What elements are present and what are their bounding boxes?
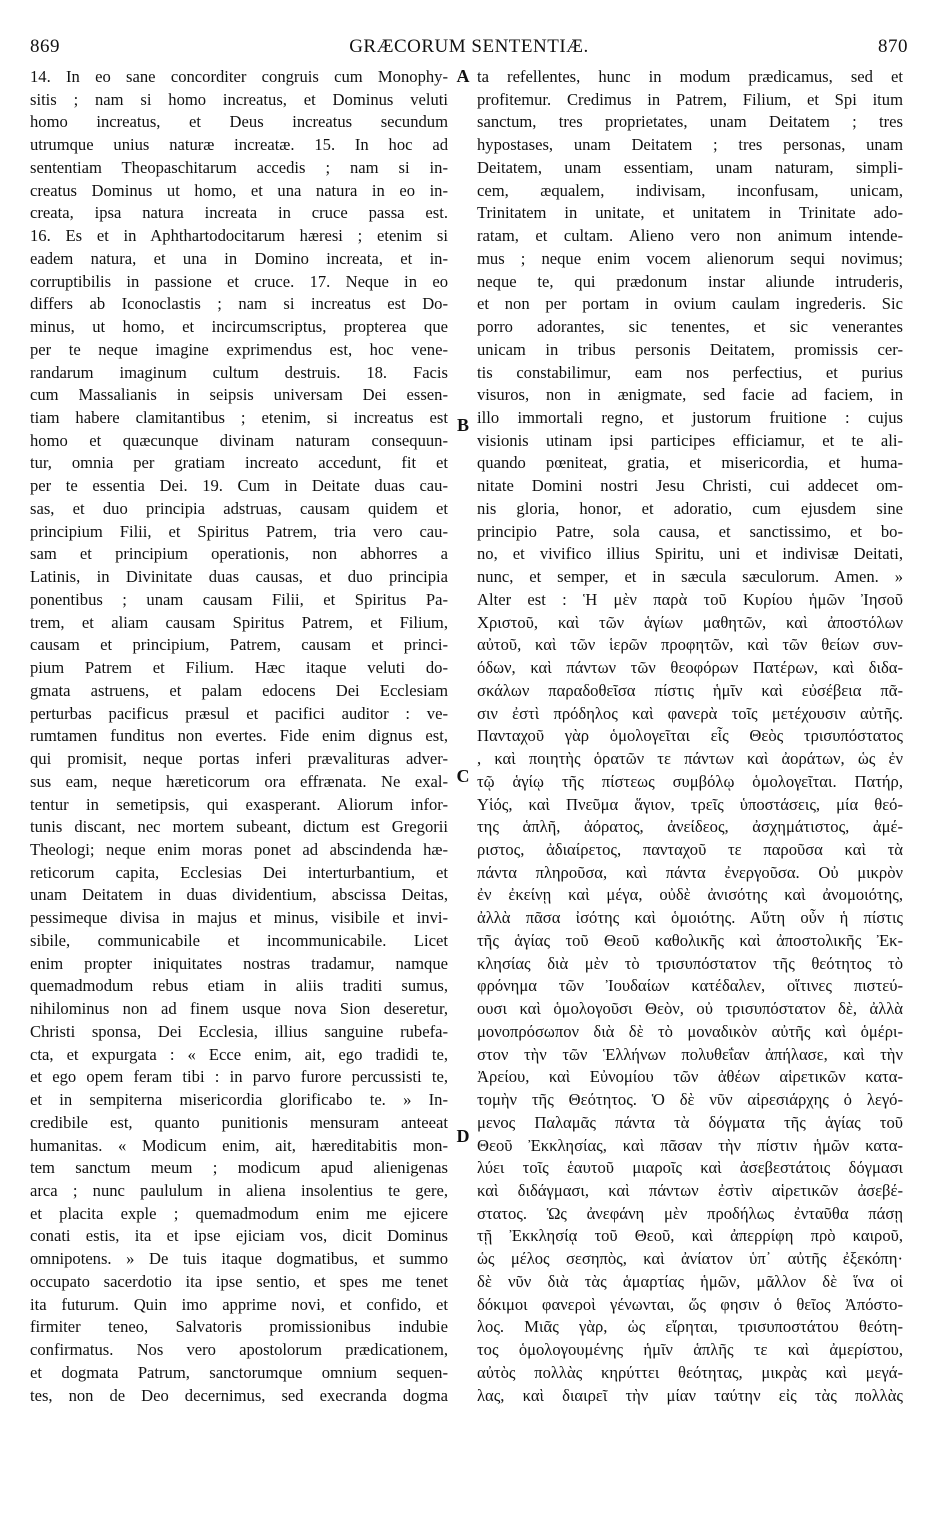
text-line: conati estis, ita et ipse ejiciam vos, dicit Dominus [30, 1226, 448, 1246]
text-line: μονοπρόσωπον διὰ δὲ τὸ μοναδικὸν αὐτῆς καὶ ὁμέρι- [477, 1021, 903, 1041]
text-line: nunc, et semper, et in sæcula sæculorum. Amen. » [477, 567, 903, 587]
text-line: et placita exple ; quemadmodum enim me ejicere [30, 1203, 448, 1223]
text-line: λος. Μιᾶς γὰρ, ὡς εἴρηται, τρισυποστάτου θεότη- [477, 1317, 903, 1337]
text-line: et dogmata Patrum, sanctorumque omnium sequen- [30, 1362, 448, 1382]
text-line: pessimeque divisa in majus et minus, visibile et invi- [30, 908, 448, 928]
text-line: σκάλων παραδοθεῖσα πίστις ἡμῖν καὶ εὐσέβεια πᾶ- [477, 680, 903, 700]
margin-letter-a: A [456, 66, 470, 86]
text-line: tunis discant, nec mortem subeant, dictum est Gregorii [30, 817, 448, 837]
text-line: visuros, non in ænigmate, sed facie ad faciem, in [477, 385, 903, 405]
text-line: Πανταχοῦ γὰρ ὁμολογεῖται εἷς Θεὸς τρισυπόστατος [477, 726, 903, 746]
text-line: porro adorantes, sic tenentes, et sic venerantes [477, 317, 903, 337]
text-line: ἐν ἐκείνῃ καὶ μέγα, οὐδὲ ἀνισότης καὶ ἀνομοιότης, [477, 885, 903, 905]
text-line: tem sanctum meum ; modicum apud alienigenas [30, 1158, 448, 1178]
text-line: sibile, communicabile et incommunicabile. Licet [30, 930, 448, 950]
page-number-left: 869 [30, 36, 60, 57]
text-line: Χριστοῦ, καὶ τῶν ἁγίων μαθητῶν, καὶ ἀποστόλων [477, 612, 903, 632]
text-line: 14. In eo sane concorditer congruis cum Monophy- [30, 67, 448, 86]
margin-letter-c: C [456, 766, 470, 786]
text-line: et in sempiterna misericordia glorificabo te. » In- [30, 1090, 448, 1110]
text-line: Theologi; neque enim moras ponet ad abscindenda hæ- [30, 839, 448, 859]
text-line: , καὶ ποιητὴς ὁρατῶν τε πάντων καὶ ἀοράτων, ὡς ἐν [477, 749, 903, 769]
text-line: eadem natura, et una in Domino increata, et in- [30, 248, 448, 268]
text-line: nihilominus non ad finem usque nova Sion deseretur, [30, 999, 448, 1019]
text-line: quemadmodum rebus etiam in aliis traditi sumus, [30, 976, 448, 996]
text-line: sanctum, tres proprietates, unam Deitatem ; tres [477, 112, 903, 132]
text-line: μενος Παλαμᾶς πάντα τὰ δόγματα τῆς ἁγίας τοῦ [477, 1112, 903, 1132]
text-line: mus ; neque enim vocem alienorum sequi novimus; [477, 248, 903, 268]
text-line: tur, omnia per gratiam increato accedunt, fit et [30, 453, 448, 473]
text-line: unicam in tribus personis Deitatem, promissis cer- [477, 339, 903, 359]
text-line: firmiter teneo, Salvatoris promissionibus indubie [30, 1317, 448, 1337]
text-line: τος ὁμολογουμένης ἡμῖν ἁπλῆς τε καὶ ἀμερίστου, [477, 1340, 903, 1360]
text-line: ὡς μέλος σεσηπὸς, καὶ ἀνίατον ὑπ᾽ αὐτῆς ἐξεκόπη· [477, 1249, 903, 1269]
text-line: τομὴν τῆς Θεότητος. Ὁ δὲ νῦν αἱρεσιάρχης ὁ λεγό- [477, 1090, 903, 1110]
text-line: δόκιμοι φανεροὶ γένωνται, ὥς φησιν ὁ θεῖος Ἀπόστο- [477, 1294, 903, 1314]
text-line: λύει τοῖς ἑαυτοῦ μιαροῖς καὶ ἀσεβεστάτοις δόγμασι [477, 1158, 903, 1178]
text-line: αὐτοῦ, καὶ τῶν ἱερῶν προφητῶν, καὶ τῶν θείων συν- [477, 635, 903, 655]
text-line: ἀλλὰ πᾶσα ἰσότης καὶ ὁμοιότης. Αὕτη οὖν ἡ πίστις [477, 908, 903, 928]
text-line: profitemur. Credimus in Patrem, Filium, et Spi itum [477, 89, 903, 109]
text-line: sitis ; nam si homo increatus, et Dominus veluti [30, 89, 448, 109]
text-line: nitate Domini nostri Jesu Christi, cui addecet om- [477, 476, 903, 496]
text-line: λας, καὶ διαιρεῖ τὴν μίαν ταύτην εἰς τὰς πολλὰς [477, 1385, 903, 1405]
text-line: cem, æqualem, indivisam, inconfusam, unicam, [477, 180, 903, 200]
text-line: et ego opem feram tibi : in parvo furore percussisti te, [30, 1067, 448, 1087]
text-line: στατος. Ὡς ἀνεφάνη μὲν προδήλως ἐνταῦθα πάσῃ [477, 1203, 903, 1223]
text-line: randarum imaginum cultum destruis. 18. Facis [30, 362, 448, 382]
text-line: homo increatus, et Deus increatus secundum [30, 112, 448, 132]
text-line: Θεοῦ Ἐκκλησίας, καὶ πᾶσαν τὴν πίστιν ἡμῶν κατα- [477, 1135, 903, 1155]
text-line: καὶ διδάγμασι, καὶ πάντων ἐστὶν αἱρετικῶν ἀσεβέ- [477, 1180, 903, 1200]
text-line: tes, non de Deo decernimus, sed execranda dogma [30, 1385, 448, 1405]
text-line: τῆς ἁγίας τοῦ Θεοῦ καθολικῆς καὶ ἀποστολικῆς Ἐκ- [477, 930, 903, 950]
text-line: qui promisit, neque portas inferi prævalituras adver- [30, 749, 448, 769]
text-line: ta refellentes, hunc in modum prædicamus, sed et [477, 67, 903, 86]
text-line: 16. Es et in Aphthartodocitarum hæresi ; etenim si [30, 226, 448, 246]
text-line: per te neque imagine exprimendus est, hoc vene- [30, 339, 448, 359]
text-line: sas, et duo principia adstruas, causam quidem et [30, 498, 448, 518]
text-line: differs ab Iconoclastis ; nam si increatus est Do- [30, 294, 448, 314]
text-line: σιν ἐστὶ πρόδηλος καὶ φανερὰ τοῖς μετέχουσιν αὐτῆς. [477, 703, 903, 723]
text-line: humanitas. « Modicum enim, ait, hæreditabitis mon- [30, 1135, 448, 1155]
text-line: tis constabilimur, eam nos perfectius, et purius [477, 362, 903, 382]
text-line: arca ; nunc paululum in aliena insolentius te gere, [30, 1180, 448, 1200]
text-line: sam et principium operationis, non abhorres a [30, 544, 448, 564]
right-column [477, 66, 903, 1407]
text-line: Υἱός, καὶ Πνεῦμα ἅγιον, τρεῖς ὑποστάσεις, μία θεό- [477, 794, 903, 814]
text-line: nis gloria, honor, et adoratio, cum ejusdem sine [477, 498, 903, 518]
text-line: sus eam, neque hæreticorum ora effrænata. Ne exal- [30, 771, 448, 791]
text-line: Deitatem, unam essentiam, unam naturam, simpli- [477, 157, 903, 177]
text-line: unam Deitatem in duas dividentium, abscissa Deitas, [30, 885, 448, 905]
text-line: δὲ νῦν διὰ τὰς ἁμαρτίας ἡμῶν, μᾶλλον δὲ ἵνα οἱ [477, 1271, 903, 1291]
text-line: ratam, et cultam. Alieno vero non animum intende- [477, 226, 903, 246]
text-line: ponentibus ; unam causam Filii, et Spiritus Pa- [30, 589, 448, 609]
text-line: utrumque unius naturæ increatæ. 15. In hoc ad [30, 135, 448, 155]
text-line: illo immortali regno, et justorum fruitione : cujus [477, 408, 903, 428]
text-line: στον τὴν τῶν Ἑλλήνων πολυθεΐαν ἀπήλασε, καὶ τὴν [477, 1044, 903, 1064]
text-line: omnipotens. » De tuis itaque dogmatibus, et summo [30, 1249, 448, 1269]
text-line: minus, ut homo, et incircumscriptus, propterea que [30, 317, 448, 337]
text-line: gmata astruens, et palam edocens Dei Ecclesiam [30, 680, 448, 700]
text-line: Trinitatem in unitate, et unitatem in Trinitate ado- [477, 203, 903, 223]
text-line: hypostases, unam Deitatem ; tres personas, unam [477, 135, 903, 155]
text-line: credibile est, quanto punitionis mensuram anteeat [30, 1112, 448, 1132]
text-line: homo et quæcunque divinam naturam consequun- [30, 430, 448, 450]
text-line: τῷ ἁγίῳ τῆς πίστεως συμβόλῳ ὁμολογεῖται. Πατήρ, [477, 771, 903, 791]
text-line: Latinis, in Divinitate duas causas, et duo principia [30, 567, 448, 587]
text-line: causam et principium, Patrem, causam et princi- [30, 635, 448, 655]
text-line: principium Filii, et Spiritus Patrem, tria vero cau- [30, 521, 448, 541]
text-line: ita futurum. Quin imo apprime novi, et confido, et [30, 1294, 448, 1314]
text-line: ριστος, ἀδιαίρετος, πανταχοῦ τε παροῦσα καὶ τὰ [477, 839, 903, 859]
text-line: tiam habere clamitantibus ; etenim, si increatus est [30, 408, 448, 428]
text-line: no, et vivifico illius Spiritu, uni et indivisæ Deitati, [477, 544, 903, 564]
page-number-right: 870 [878, 36, 908, 57]
text-line: φρόνημα τῶν Ἰουδαίων κατέδαλεν, οἵτινες πιστεύ- [477, 976, 903, 996]
text-line: pium Patrem et Filium. Hæc itaque veluti do- [30, 658, 448, 678]
text-line: όδων, καὶ πάντων τῶν θεοφόρων Πατέρων, καὶ διδα- [477, 658, 903, 678]
left-column [30, 66, 448, 1407]
text-line: visionis utinam ipsi participes efficiamur, et te ali- [477, 430, 903, 450]
margin-letter-b: B [456, 415, 469, 435]
text-line: occupato sacerdotio ita ipse sentio, et spes me tenet [30, 1271, 448, 1291]
text-line: cum Massalianis in seipsis universam Dei essen- [30, 385, 448, 405]
text-line: neque te, qui prædonum instar aliunde intruderis, [477, 271, 903, 291]
text-line: tentur in semetipsis, qui exasperant. Aliorum infor- [30, 794, 448, 814]
text-line: cta, et expurgata : « Ecce enim, ait, ego tradidi te, [30, 1044, 448, 1064]
text-line: et non per portam in ovium caulam ingrederis. Sic [477, 294, 903, 314]
text-line: creata, ipsa natura increata in cruce passa est. [30, 203, 448, 223]
text-line: Ἀρείου, καὶ Εὐνομίου τῶν ἀθέων αἱρετικῶν κατα- [477, 1067, 903, 1087]
text-line: confirmatus. Nos vero apostolorum prædicationem, [30, 1340, 448, 1360]
text-line: corruptibilis in passione et cruce. 17. Neque in eo [30, 271, 448, 291]
text-line: reticorum capita, Ecclesias Dei interturbantium, et [30, 862, 448, 882]
text-line: πάντα πληροῦσα, καὶ πάντα ἐνεργοῦσα. Οὐ μικρὸν [477, 862, 903, 882]
text-line: Alter est : Ἡ μὲν παρὰ τοῦ Κυρίου ἡμῶν Ἰησοῦ [477, 589, 903, 609]
text-line: quando pœniteat, gratia, et misericordia, et huma- [477, 453, 903, 473]
text-line: ουσι καὶ ὁμολογοῦσι Θεὸν, οὐ τρισυπόστατον δὲ, ἀλλὰ [477, 999, 903, 1019]
running-title: GRÆCORUM SENTENTIÆ. [349, 36, 589, 57]
text-line: κλησίας διὰ μὲν τὸ τρισυπόστατον τῆς θεότητος τὸ [477, 953, 903, 973]
text-line: της ἁπλῆ, ἀόρατος, ἀνείδεος, ἀσχημάτιστος, ἀμέ- [477, 817, 903, 837]
text-line: sententiam Theopaschitarum accedis ; nam si in- [30, 157, 448, 177]
text-line: perturbas pacificus præsul et pacifici auditor : ve- [30, 703, 448, 723]
text-line: αὐτὸς πολλὰς κηρύττει θεότητας, μικρὰς καὶ μεγά- [477, 1362, 903, 1382]
text-line: rumtamen funditus non evertes. Fide enim dignus est, [30, 726, 448, 746]
margin-letter-d: D [456, 1126, 470, 1146]
text-line: enim propter iniquitates nostras tradamur, namque [30, 953, 448, 973]
text-line: per te essentia Dei. 19. Cum in Deitate duas cau- [30, 476, 448, 496]
text-line: trem, et aliam causam Spiritus Patrem, et Filium, [30, 612, 448, 632]
text-line: Christi sponsa, Dei Ecclesia, illius sanguine rubefa- [30, 1021, 448, 1041]
text-line: τῇ Ἐκκλησίᾳ τοῦ Θεοῦ, καὶ ἀπερρίφη πρὸ καιροῦ, [477, 1226, 903, 1246]
page-header [30, 36, 908, 62]
text-line: principio Patre, sola causa, et sanctissimo, et bo- [477, 521, 903, 541]
text-line: creatus Dominus ut homo, et una natura in eo in- [30, 180, 448, 200]
